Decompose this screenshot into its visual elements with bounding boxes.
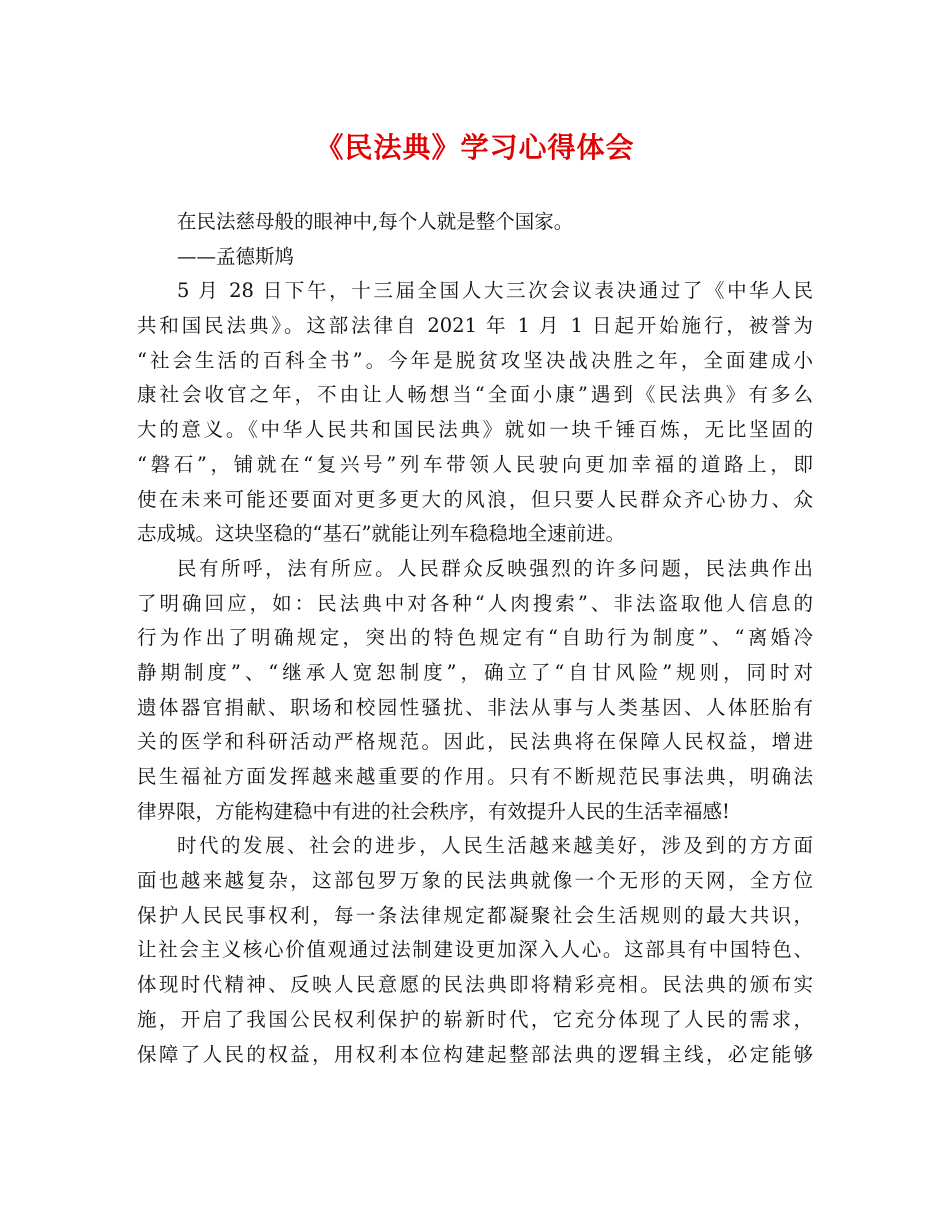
paragraph-line: 共和国民法典》。这部法律自 2021 年 1 月 1 日起开始施行，被誉为 [137, 314, 813, 338]
paragraph-line: 律界限，方能构建稳中有进的社会秩序，有效提升人民的生活幸福感! [137, 799, 730, 823]
paragraph-line: 时代的发展、社会的进步，人民生活越来越美好，涉及到的方方面 [177, 834, 813, 858]
paragraph-3 [137, 829, 813, 1072]
paragraph-line: 关的医学和科研活动严格规范。因此，民法典将在保障人民权益，增进 [137, 730, 813, 754]
paragraph-line: 施，开启了我国公民权利保护的崭新时代，它充分体现了人民的需求， [137, 1007, 813, 1031]
document-title: 《民法典》学习心得体会 [315, 131, 635, 164]
paragraph-line: 民有所呼，法有所应。人民群众反映强烈的许多问题，民法典作出 [177, 556, 813, 580]
paragraph-line: 行为作出了明确规定，突出的特色规定有“自助行为制度”、“离婚冷 [137, 626, 813, 650]
paragraph-line: “社会生活的百科全书”。今年是脱贫攻坚决战决胜之年，全面建成小 [137, 348, 813, 372]
paragraph-line: 体现时代精神、反映人民意愿的民法典即将精彩亮相。民法典的颁布实 [137, 973, 813, 997]
paragraph-line: 了明确回应，如：民法典中对各种“人肉搜索”、非法盗取他人信息的 [137, 591, 813, 615]
paragraph-1 [137, 274, 813, 552]
epigraph-quote: 在民法慈母般的眼神中,每个人就是整个国家。 [177, 210, 574, 233]
paragraph-line: 让社会主义核心价值观通过法制建设更加深入人心。这部具有中国特色、 [137, 938, 813, 962]
paragraph-2 [137, 552, 813, 830]
document-body [137, 205, 813, 1072]
epigraph-attribution: ——孟德斯鸠 [177, 244, 295, 268]
paragraph-line: 保障了人民的权益，用权利本位构建起整部法典的逻辑主线，必定能够 [137, 1042, 813, 1066]
paragraph-line: 遗体器官捐献、职场和校园性骚扰、非法从事与人类基因、人体胚胎有 [137, 695, 813, 719]
paragraph-line: “磐石”，铺就在“复兴号”列车带领人民驶向更加幸福的道路上，即 [137, 452, 813, 476]
paragraph-line: 5 月 28 日下午，十三届全国人大三次会议表决通过了《中华人民 [177, 279, 813, 303]
paragraph-line: 保护人民民事权利，每一条法律规定都凝聚社会生活规则的最大共识， [137, 903, 813, 927]
paragraph-line: 志成城。这块坚稳的“基石”就能让列车稳稳地全速前进。 [137, 522, 625, 546]
paragraph-line: 静期制度”、“继承人宽恕制度”，确立了“自甘风险”规则，同时对 [137, 660, 813, 684]
paragraph-line: 民生福祉方面发挥越来越重要的作用。只有不断规范民事法典，明确法 [137, 765, 813, 788]
paragraph-line: 康社会收官之年，不由让人畅想当“全面小康”遇到《民法典》有多么 [137, 383, 813, 407]
paragraph-line: 大的意义。《中华人民共和国民法典》就如一块千锤百炼，无比坚固的 [137, 418, 813, 442]
paragraph-line: 面也越来越复杂，这部包罗万象的民法典就像一个无形的天网，全方位 [137, 869, 813, 893]
paragraph-line: 使在未来可能还要面对更多更大的风浪，但只要人民群众齐心协力、众 [137, 487, 813, 511]
